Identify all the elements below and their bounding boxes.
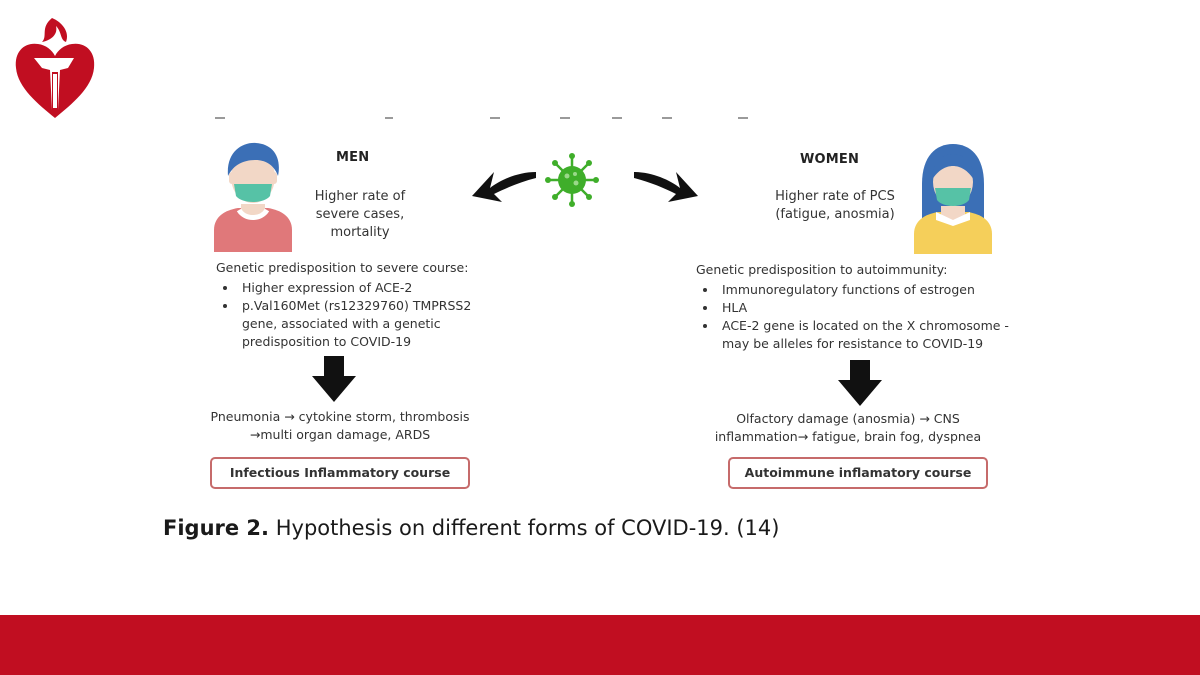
women-genetic-list xyxy=(696,281,1038,353)
man-avatar-icon xyxy=(212,140,294,252)
women-down-arrow-icon xyxy=(838,360,882,406)
men-description: Higher rate of severe cases, mortality xyxy=(314,189,406,240)
men-title: MEN xyxy=(336,150,370,165)
figure-caption xyxy=(163,516,779,540)
list-item: • Higher expression of ACE-2 xyxy=(238,279,508,297)
left-curved-arrow-icon xyxy=(468,162,540,204)
list-item: • p.Val160Met (rs12329760) TMPRSS2 gene, associated with a genetic predisposition to COVID-19 xyxy=(238,297,508,351)
women-description: Higher rate of PCS (fatigue, anosmia) xyxy=(775,189,895,222)
heart-torch-logo-icon xyxy=(12,14,98,120)
women-course-box: Autoimmune inflamatory course xyxy=(728,457,988,489)
virus-icon xyxy=(542,152,602,208)
men-genetic-heading: Genetic predisposition to severe course: xyxy=(216,260,469,275)
women-title: WOMEN xyxy=(800,152,860,167)
footer-band xyxy=(0,615,1200,675)
women-genetic-heading: Genetic predisposition to autoimmunity: xyxy=(696,262,948,277)
top-divider xyxy=(200,112,1020,120)
men-outcome: Pneumonia → cytokine storm, thrombosis →multi organ damage, ARDS xyxy=(210,409,470,442)
caption-text: Hypothesis on different forms of COVID-19. (14) xyxy=(275,516,780,540)
men-course-box: Infectious Inflammatory course xyxy=(210,457,470,489)
right-curved-arrow-icon xyxy=(630,162,702,204)
figure-panel xyxy=(200,112,1020,500)
woman-avatar-icon xyxy=(912,140,994,254)
women-outcome: Olfactory damage (anosmia) → CNS inflammation→ fatigue, brain fog, dyspnea xyxy=(714,411,982,444)
men-genetic-list xyxy=(216,279,508,351)
list-item: • ACE-2 gene is located on the X chromosome - may be alleles for resistance to COVID-19 xyxy=(718,317,1038,353)
caption-label: Figure 2. xyxy=(163,516,270,540)
men-down-arrow-icon xyxy=(312,356,356,402)
list-item: • Immunoregulatory functions of estrogen xyxy=(718,281,1038,299)
list-item: • HLA xyxy=(718,299,1038,317)
